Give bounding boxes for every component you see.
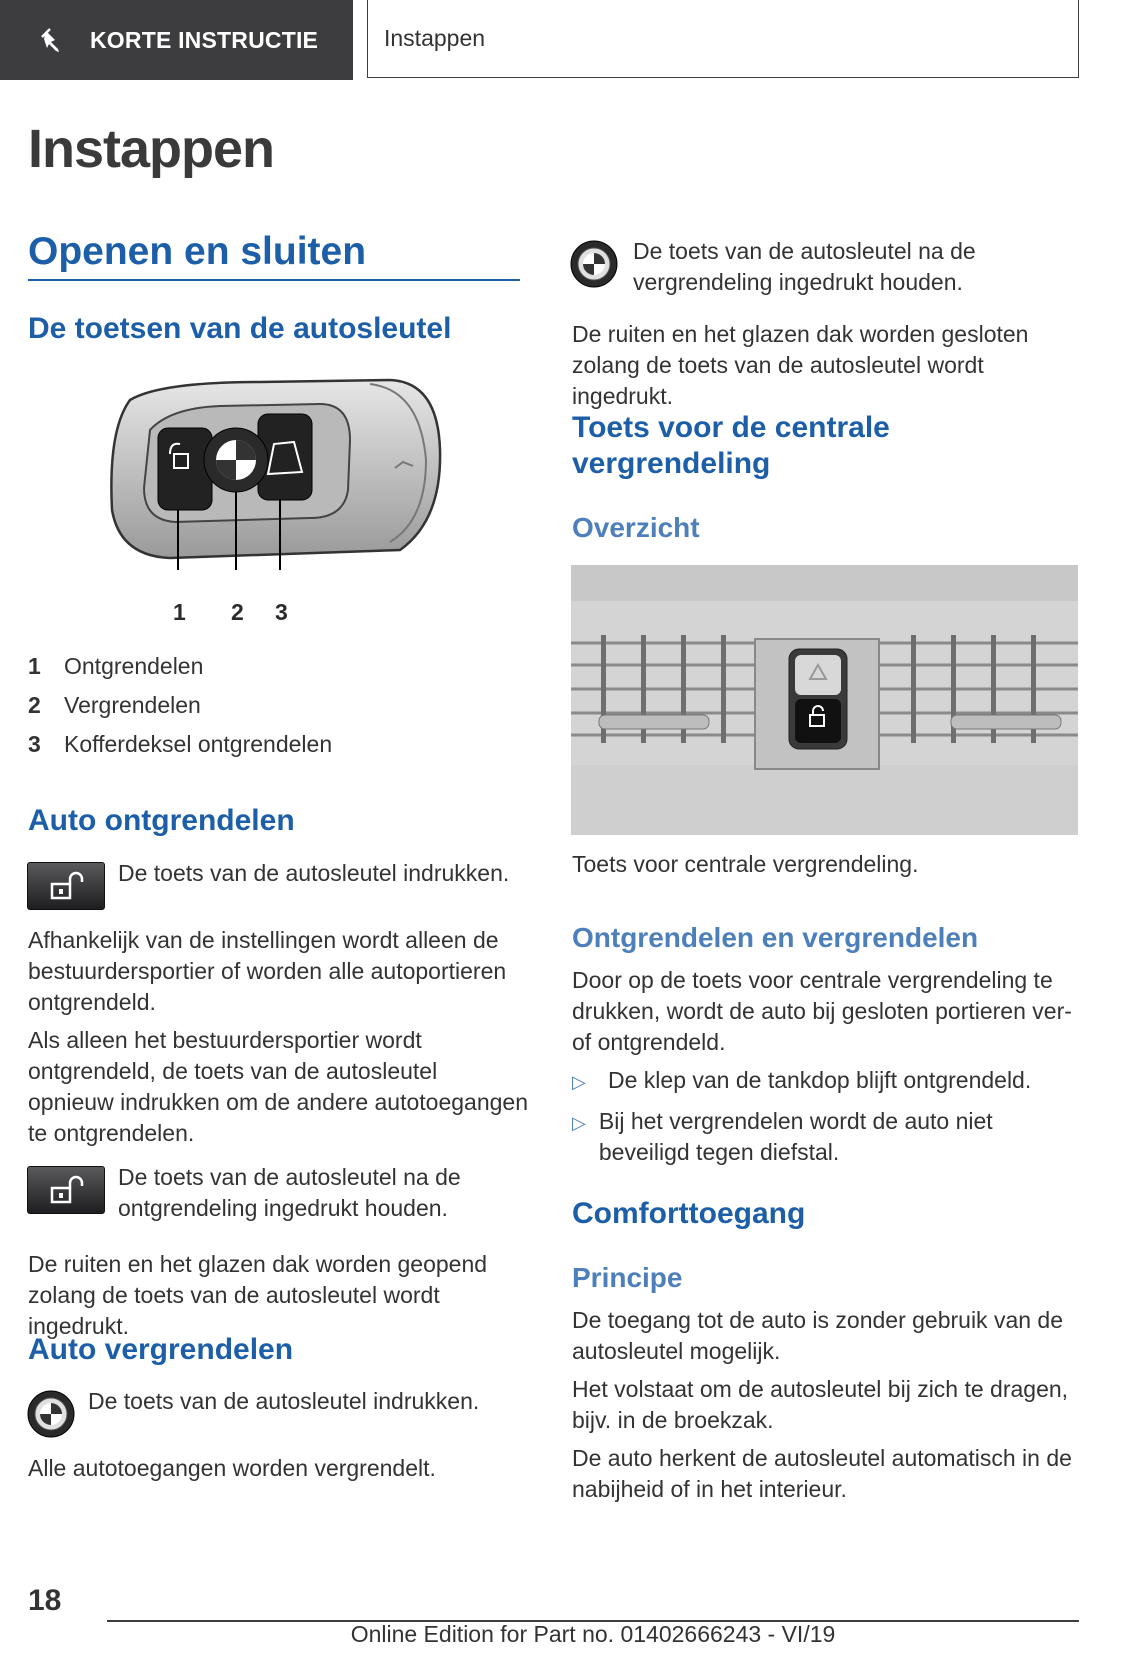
key-fob-illustration — [100, 370, 450, 630]
comfort-paragraph-3: De auto herkent de autosleutel automatisch in de nabijheid of in het interieur. — [572, 1445, 1072, 1502]
central-lock-illustration — [571, 565, 1078, 835]
unlock-paragraph-1: Afhankelijk van de instellingen wordt alleen de bestuurdersportier of worden alle autoportieren ontgrendeld. — [28, 927, 507, 1015]
comfort-paragraph-2: Het volstaat om de autosleutel bij zich te dragen, bijv. in de broekzak. — [572, 1376, 1069, 1433]
unlock-padlock-icon — [46, 870, 86, 902]
figure-caption: Toets voor centrale vergrendeling. — [572, 851, 919, 877]
bullet-text: De klep van de tankdop blijft ontgrendeld. — [608, 1067, 1032, 1093]
comfort-paragraph-1: De toegang tot de auto is zonder gebruik van de autosleutel mogelijk. — [572, 1307, 1064, 1364]
footer-edition: Online Edition for Part no. 01402666243 - VI/19 — [350, 1621, 836, 1647]
heading-comforttoegang: Comforttoegang — [572, 1197, 806, 1230]
figure-label-1: 1 — [173, 599, 186, 625]
heading-toetsen-autosleutel: De toetsen van de autosleutel — [28, 312, 452, 345]
list-number: 2 — [28, 692, 41, 718]
triangle-bullet-icon: ▷ — [572, 1113, 586, 1133]
breadcrumb — [367, 0, 1079, 78]
unlock-hold-text: De toets van de autosleutel na de ontgrendeling ingedrukt houden. — [118, 1164, 461, 1221]
lock-paragraph-1: Alle autotoegangen worden vergrendelt. — [28, 1455, 436, 1481]
section-tab — [0, 0, 353, 80]
lock-hold-roundel-icon — [570, 240, 618, 288]
unlock-hold-key-icon — [27, 1166, 105, 1214]
list-label: Kofferdeksel ontgrendelen — [64, 731, 333, 757]
central-paragraph-1: Door op de toets voor centrale vergrendeling te drukken, wordt de auto bij gesloten portieren ver- of ontgrendeld. — [572, 967, 1072, 1055]
heading-rule — [28, 279, 520, 281]
list-item — [28, 690, 332, 721]
lock-roundel-icon — [27, 1390, 75, 1438]
unlock-paragraph-3: De ruiten en het glazen dak worden geopend zolang de toets van de autosleutel wordt ingedrukt. — [28, 1251, 488, 1339]
unlock-paragraph-2: Als alleen het bestuurdersportier wordt ontgrendeld, de toets van de autosleutel opnieuw indrukken om de andere autotoegangen te ontgrendelen. — [28, 1027, 528, 1146]
lock-press-text: De toets van de autosleutel indrukken. — [88, 1388, 480, 1414]
triangle-bullet-icon: ▷ — [572, 1072, 586, 1092]
list-item — [28, 651, 332, 682]
list-label: Vergrendelen — [64, 692, 201, 718]
heading-auto-vergrendelen: Auto vergrendelen — [28, 1333, 294, 1366]
lock-hold-text: De toets van de autosleutel na de vergrendeling ingedrukt houden. — [633, 238, 976, 295]
page-title: Instappen — [28, 119, 275, 179]
figure-label-3: 3 — [275, 599, 288, 625]
key-legend-list — [28, 651, 332, 760]
page-number: 18 — [28, 1584, 62, 1617]
figure-label-2: 2 — [231, 599, 244, 625]
lock-paragraph-2: De ruiten en het glazen dak worden gesloten zolang de toets van de autosleutel wordt ingedrukt. — [572, 321, 1029, 409]
heading-principe: Principe — [572, 1262, 683, 1293]
list-number: 3 — [28, 731, 41, 757]
heading-auto-ontgrendelen: Auto ontgrendelen — [28, 804, 295, 837]
list-item — [572, 1065, 1077, 1098]
list-label: Ontgrendelen — [64, 653, 204, 679]
unlock-press-text: De toets van de autosleutel indrukken. — [118, 860, 510, 886]
list-item — [28, 729, 332, 760]
list-number: 1 — [28, 653, 41, 679]
heading-ontgrendelen-en-vergrendelen: Ontgrendelen en vergrendelen — [572, 922, 979, 953]
heading-toets-centrale-vergrendeling: Toets voor de centrale vergrendeling — [572, 411, 890, 480]
bullet-list — [572, 1065, 1077, 1168]
heading-overzicht: Overzicht — [572, 512, 700, 543]
heading-openen-en-sluiten: Openen en sluiten — [28, 230, 367, 273]
pin-icon — [38, 25, 68, 55]
unlock-key-icon — [27, 862, 105, 910]
bullet-text: Bij het vergrendelen wordt de auto niet beveiligd tegen diefstal. — [598, 1108, 993, 1165]
section-tab-label: KORTE INSTRUCTIE — [90, 26, 319, 53]
breadcrumb-label: Instappen — [384, 25, 486, 51]
unlock-padlock-icon — [46, 1174, 86, 1206]
list-item — [572, 1106, 1077, 1168]
